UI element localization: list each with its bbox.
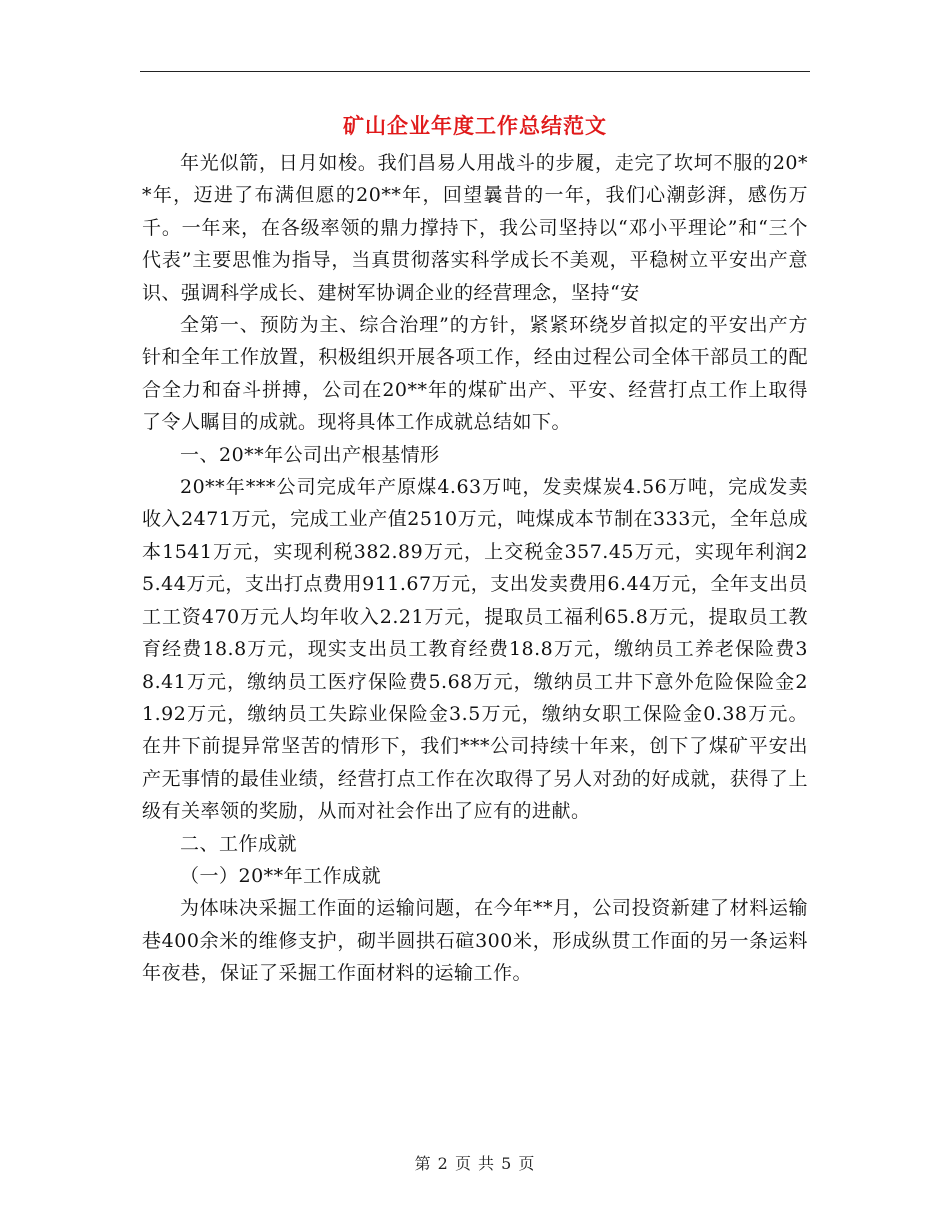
- document-title: 矿山企业年度工作总结范文: [343, 113, 607, 138]
- document-body: [142, 147, 808, 990]
- header-rule: [140, 71, 810, 72]
- paragraph-transport: 为体味决采掘工作面的运输问题，在今年**月，公司投资新建了材料运输巷400余米的维修支护，砌半圆拱石碹300米，形成纵贯工作面的另一条运料年夜巷，保证了采掘工作面材料的运输工作。: [142, 897, 808, 985]
- paragraph-policy: 全第一、预防为主、综合治理”的方针，紧紧环绕岁首拟定的平安出产方针和全年工作放置，积极组织开展各项工作，经由过程公司全体干部员工的配合全力和奋斗拼搏，公司在20**年的煤矿出产、平安、经营打点工作上取得了令人瞩目的成就。现将具体工作成就总结如下。: [142, 314, 808, 434]
- section-heading-2: 二、工作成就: [180, 832, 298, 855]
- paragraph-intro: 年光似箭，日月如梭。我们昌易人用战斗的步履，走完了坎坷不服的20**年，迈进了布满但愿的20**年，回望曩昔的一年，我们心潮彭湃，感伤万千。一年来，在各级率领的鼎力撑持下，我公司坚持以“邓小平理论”和“三个代表”主要思惟为指导，当真贯彻落实科学成长不美观，平稳树立平安出产意识、强调科学成长、建树军协调企业的经营理念，坚持“安: [142, 152, 808, 304]
- paragraph-production-stats: 20**年***公司完成年产原煤4.63万吨，发卖煤炭4.56万吨，完成发卖收入2471万元，完成工业产值2510万元，吨煤成本节制在333元，全年总成本1541万元，实现利税382.89万元，上交税金357.45万元，实现年利润25.44万元，支出打点费用911.67万元，支出发卖费用6.44万元，全年支出员工工资470万元人均年收入2.21万元，提取员工福利65.8万元，提取员工教育经费18.8万元，现实支出员工教育经费18.8万元，缴纳员工养老保险费38.41万元，缴纳员工医疗保险费5.68万元，缴纳员工井下意外危险保险金21.92万元，缴纳员工失踪业保险金3.5万元，缴纳女职工保险金0.38万元。在井下前提异常坚苦的情形下，我们***公司持续十年来，创下了煤矿平安出产无事情的最佳业绩，经营打点工作在次取得了另人对劲的好成就，获得了上级有关率领的奖励，从而对社会作出了应有的进献。: [142, 476, 808, 823]
- page-footer: 第 2 页 共 5 页: [414, 1154, 536, 1173]
- subsection-heading-1: （一）20**年工作成就: [180, 864, 382, 887]
- section-heading-1: 一、20**年公司出产根基情形: [180, 443, 440, 466]
